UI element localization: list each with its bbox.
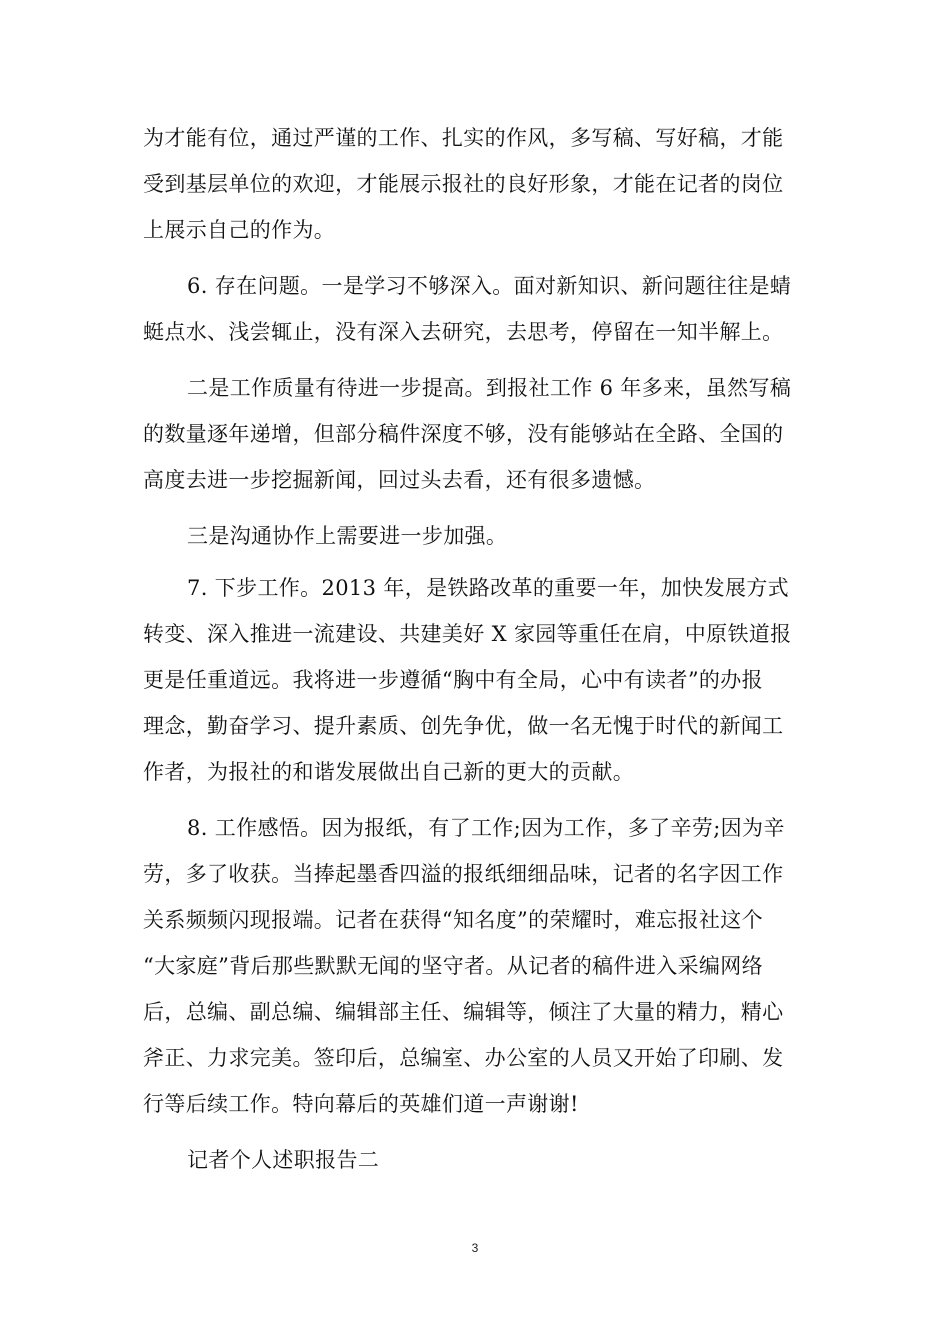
paragraph-start-line: 三是沟通协作上需要进一步加强。 bbox=[187, 524, 508, 548]
text-line: 转变、深入推进一流建设、共建美好 X 家园等重任在肩，中原铁道报 bbox=[143, 622, 792, 646]
text-line: 斧正、力求完美。签印后，总编室、办公室的人员又开始了印刷、发 bbox=[143, 1046, 784, 1070]
text-line: 高度去进一步挖掘新闻，回过头去看，还有很多遗憾。 bbox=[143, 468, 656, 492]
text-line: 的数量逐年递增，但部分稿件深度不够，没有能够站在全路、全国的 bbox=[143, 422, 784, 446]
text-line: 上展示自己的作为。 bbox=[143, 218, 336, 242]
paragraph-start-line: 6. 存在问题。一是学习不够深入。面对新知识、新问题往往是蜻 bbox=[187, 274, 792, 298]
text-line: 关系频频闪现报端。记者在获得“知名度”的荣耀时，难忘报社这个 bbox=[143, 908, 763, 932]
paragraph-start-line: 8. 工作感悟。因为报纸，有了工作;因为工作，多了辛劳;因为辛 bbox=[187, 816, 785, 840]
text-line: 为才能有位，通过严谨的工作、扎实的作风，多写稿、写好稿，才能 bbox=[143, 126, 784, 150]
text-line: 后，总编、副总编、编辑部主任、编辑等，倾注了大量的精力，精心 bbox=[143, 1000, 784, 1024]
text-line: 受到基层单位的欢迎，才能展示报社的良好形象，才能在记者的岗位 bbox=[143, 172, 784, 196]
text-line: “大家庭”背后那些默默无闻的坚守者。从记者的稿件进入采编网络 bbox=[143, 954, 763, 978]
section-heading: 记者个人述职报告二 bbox=[187, 1148, 380, 1172]
text-line: 蜓点水、浅尝辄止，没有深入去研究，去思考，停留在一知半解上。 bbox=[143, 320, 784, 344]
paragraph-start-line: 二是工作质量有待进一步提高。到报社工作 6 年多来，虽然写稿 bbox=[187, 376, 792, 400]
page-number: 3 bbox=[471, 1241, 479, 1255]
text-line: 行等后续工作。特向幕后的英雄们道一声谢谢! bbox=[143, 1092, 579, 1116]
text-line: 劳，多了收获。当捧起墨香四溢的报纸细细品味，记者的名字因工作 bbox=[143, 862, 784, 886]
text-line: 理念，勤奋学习、提升素质、创先争优，做一名无愧于时代的新闻工 bbox=[143, 714, 784, 738]
text-line: 更是任重道远。我将进一步遵循“胸中有全局，心中有读者”的办报 bbox=[143, 668, 763, 692]
paragraph-start-line: 7. 下步工作。2013 年，是铁路改革的重要一年，加快发展方式 bbox=[187, 576, 790, 600]
text-line: 作者，为报社的和谐发展做出自己新的更大的贡献。 bbox=[143, 760, 635, 784]
